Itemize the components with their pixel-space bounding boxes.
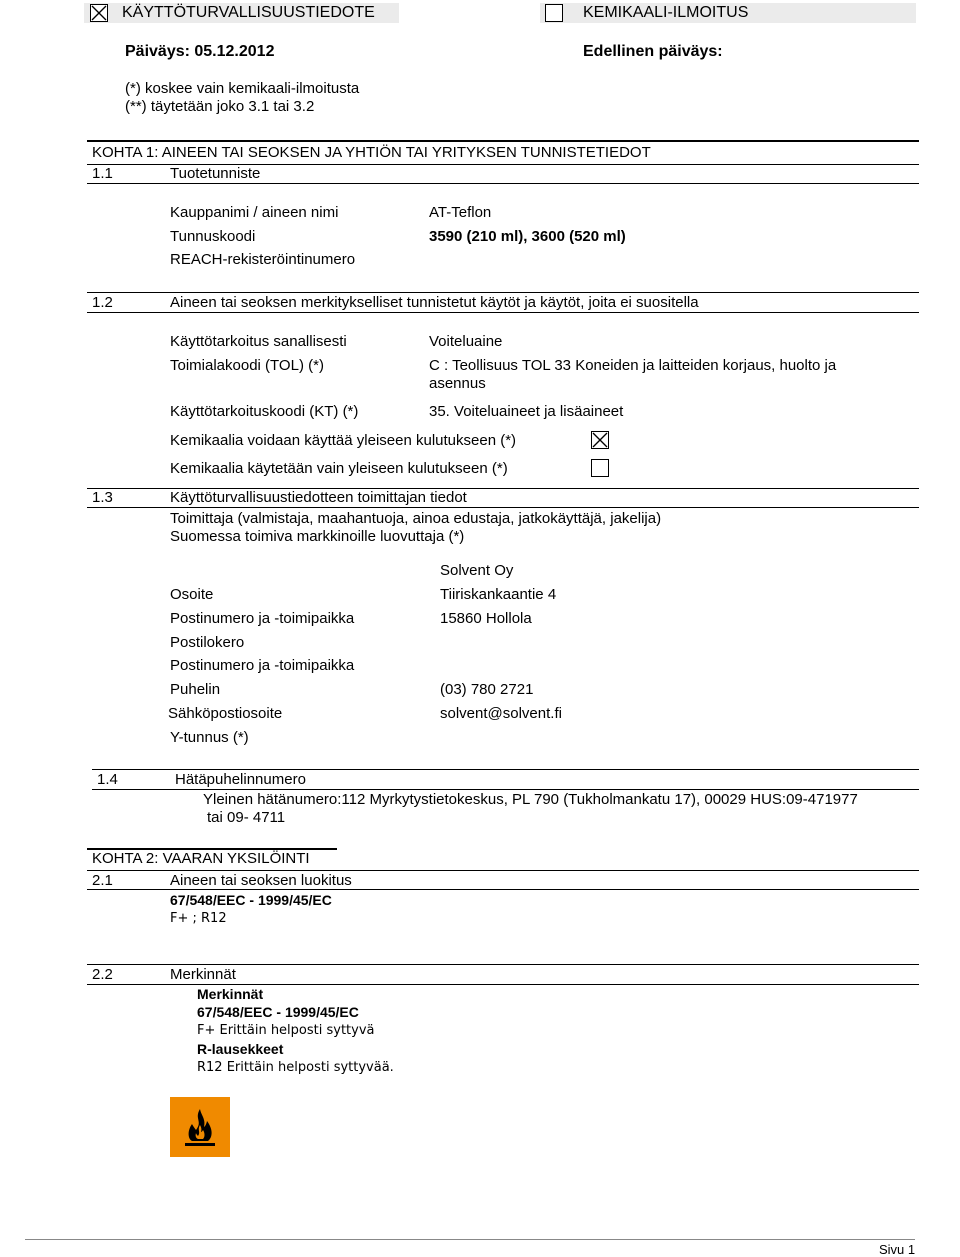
supplier-line1: Toimittaja (valmistaja, maahantuoja, ainoa edustaja, jatkokäyttäjä, jakelija) [170,510,662,527]
use-label: Käyttötarkoitus sanallisesti [170,333,347,350]
tol-line1: C : Teollisuus TOL 33 Koneiden ja laitteiden korjaus, huolto ja [429,357,837,374]
code-label: Tunnuskoodi [170,228,256,245]
trade-name-label: Kauppanimi / aineen nimi [170,204,339,221]
consumer-only-checkbox[interactable] [591,459,609,477]
s21-directive: 67/548/EEC - 1999/45/EC [170,892,332,908]
s22-title: Merkinnät [170,966,236,983]
email[interactable]: solvent@solvent.fi [440,705,562,722]
date: Päiväys: 05.12.2012 [125,43,275,60]
s14-underline [92,789,919,790]
sds-label: KÄYTTÖTURVALLISUUSTIEDOTE [122,4,375,21]
consumer-can-label: Kemikaalia voidaan käyttää yleiseen kulutukseen (*) [170,432,517,449]
address-label: Osoite [170,586,214,603]
consumer-can-checkbox[interactable] [591,431,609,449]
s22-subtitle: Merkinnät [197,986,264,1002]
emergency-line2: tai 09- 4711 [207,809,286,826]
sds-checkbox[interactable] [90,4,108,22]
s13-title: Käyttöturvallisuustiedotteen toimittajan tiedot [170,489,467,506]
s21-title: Aineen tai seoksen luokitus [170,872,352,889]
supplier-line2: Suomessa toimiva markkinoille luovuttaja (*) [170,528,465,545]
s12-rule [87,292,919,293]
s22-directive: 67/548/EEC - 1999/45/EC [197,1004,359,1020]
note-2: (**) täytetään joko 3.1 tai 3.2 [125,98,315,115]
notification-checkbox[interactable] [545,4,563,22]
s11-title: Tuotetunniste [170,165,261,182]
section2-title: KOHTA 2: VAARAN YKSILÖINTI [92,850,310,867]
ytunnus-label: Y-tunnus (*) [170,729,249,746]
s22-r-text: R12 Erittäin helposti syttyvää. [197,1060,394,1075]
s13-underline [87,507,919,508]
s22-rule [87,964,919,965]
s14-num: 1.4 [97,771,118,788]
s21-rule [87,870,919,871]
s21-classification: F+ ; R12 [170,911,227,926]
s22-underline [87,984,919,985]
reach-label: REACH-rekisteröintinumero [170,251,356,268]
email-label: Sähköpostiosoite [168,705,283,722]
s11-num: 1.1 [92,165,113,182]
tol-line2: asennus [429,375,486,392]
s14-title: Hätäpuhelinnumero [175,771,306,788]
kt-label: Käyttötarkoituskoodi (KT) (*) [170,403,359,420]
s22-r-title: R-lausekkeet [197,1041,284,1057]
phone-label: Puhelin [170,681,221,698]
footer-rule [25,1239,915,1240]
postal2-label: Postinumero ja -toimipaikka [170,657,355,674]
tol-label: Toimialakoodi (TOL) (*) [170,357,324,374]
address: Tiiriskankaantie 4 [440,586,557,603]
use: Voiteluaine [429,333,503,350]
pobox-label: Postilokero [170,634,245,651]
page-number: Sivu 1 [879,1242,916,1257]
s12-title: Aineen tai seoksen merkitykselliset tunnistetut käytöt ja käytöt, joita ei suositella [170,294,699,311]
trade-name: AT-Teflon [429,204,492,221]
flame-pictogram [170,1097,230,1157]
check-x-icon [592,432,608,448]
s22-symbol-text: F+ Erittäin helposti syttyvä [197,1023,375,1038]
phone: (03) 780 2721 [440,681,534,698]
section1-rule [87,140,919,142]
emergency-line1: Yleinen hätänumero:112 Myrkytystietokeskus, PL 790 (Tukholmankatu 17), 00029 HUS:09-471977 [203,791,858,808]
previous-date: Edellinen päiväys: [583,43,723,60]
section1-title: KOHTA 1: AINEEN TAI SEOKSEN JA YHTIÖN TAI YRITYKSEN TUNNISTETIEDOT [92,144,651,161]
check-x-icon [91,5,107,21]
notification-label: KEMIKAALI-ILMOITUS [583,4,749,21]
s12-num: 1.2 [92,294,113,311]
s21-underline [87,889,919,890]
code: 3590 (210 ml), 3600 (520 ml) [429,228,626,245]
postal-label: Postinumero ja -toimipaikka [170,610,355,627]
s13-num: 1.3 [92,489,113,506]
note-1: (*) koskee vain kemikaali-ilmoitusta [125,80,360,97]
s14-rule [92,769,919,770]
kt: 35. Voiteluaineet ja lisäaineet [429,403,624,420]
s22-num: 2.2 [92,966,113,983]
company: Solvent Oy [440,562,514,579]
flame-icon [170,1097,230,1157]
consumer-only-label: Kemikaalia käytetään vain yleiseen kulutukseen (*) [170,460,508,477]
s21-num: 2.1 [92,872,113,889]
s11-underline [87,183,919,184]
postal: 15860 Hollola [440,610,532,627]
s12-underline [87,312,919,313]
